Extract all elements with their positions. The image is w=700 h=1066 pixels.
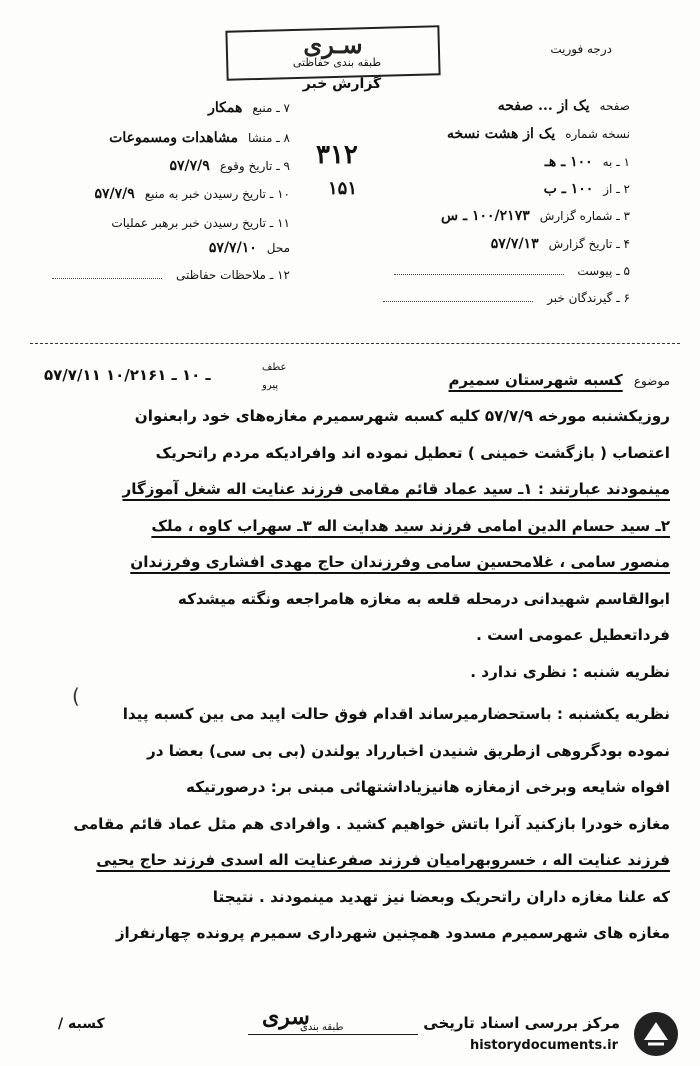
opinion-sunday-line: فرزند عنایت اله ، خسروبهرامیان فرزند صفرعنایت اله اسدی فرزند حاج یحیی (96, 851, 670, 869)
continuation-note: کسبه / (58, 1016, 105, 1032)
field-received-by-leader: ۱۱ ـ تاریخ رسیدن خبر برهبر عملیات (111, 216, 290, 230)
report-title: گزارش خبر (302, 76, 382, 92)
handwritten-number: ۳۱۲ (316, 140, 358, 170)
field-page: صفحهیک از ... صفحه (497, 98, 630, 114)
margin-mark: ( (72, 684, 80, 708)
opinion-saturday: نظریه شنبه : نظری ندارد . (470, 662, 670, 681)
watermark-org-name: مرکز بررسی اسناد تاریخی (423, 1014, 620, 1032)
reference-label: عطف (262, 362, 287, 373)
subject-row (449, 370, 670, 389)
field-event-date: ۹ ـ تاریخ وقوع۵۷/۷/۹ (169, 158, 290, 174)
opinion-sunday-line: که علنا مغازه داران راتحریک وبعضا نیز تهدید مینمودند . نتیجتا (212, 887, 670, 906)
urgency-label: درجه فوریت (550, 42, 612, 56)
field-from: ۲ ـ از۱۰۰ ـ ب (543, 181, 630, 197)
subject-value: کسبه شهرستان سمیرم (448, 371, 623, 389)
body-line: منصور سامی ، غلامحسین سامی وفرزندان حاج مهدی افشاری وفرزندان (130, 553, 670, 571)
body-line: مینمودند عبارتند : ۱ـ سید عماد قائم مقامی فرزند عنایت اله شغل آموزگار (122, 480, 670, 498)
field-to: ۱ ـ به۱۰۰ ـ هـ (544, 154, 630, 170)
field-source: ۷ ـ منبعهمکار (208, 100, 290, 116)
signature-line (248, 1034, 418, 1035)
bottom-classification-label: طبقه بندی (300, 1022, 344, 1033)
report-body (30, 398, 670, 952)
handwritten-number-sub: ۱۵۱ (328, 178, 358, 199)
field-location: محل۵۷/۷/۱۰ (208, 240, 290, 256)
via-label: پیرو (262, 380, 279, 391)
body-line: اعتصاب ( بازگشت خمینی ) تعطیل نموده اند وافرادیکه مردم راتحریک (155, 443, 670, 462)
opinion-sunday-line: مغازه های شهرسمیرم مسدود همچنین شهرداری سمیرم پرونده چهارنفراز (115, 924, 670, 942)
opinion-sunday-line: نظریه یکشنبه : باستحضارمیرساند اقدام فوق حالت اپید می بین کسبه پیدا (122, 705, 670, 723)
field-received-by-source: ۱۰ ـ تاریخ رسیدن خبر به منبع۵۷/۷/۹ (94, 186, 290, 202)
field-attachment: ۵ ـ پیوست (394, 264, 630, 278)
subject-label: موضوع (633, 374, 670, 388)
opinion-sunday-line: مغازه خودرا بازکنید آنرا باتش خواهیم کشید . وافرادی هم مثل عماد قائم مقامی (73, 814, 670, 833)
archive-logo-icon (632, 1010, 680, 1058)
field-origin: ۸ ـ منشامشاهدات ومسموعات (109, 130, 290, 146)
body-line: ابوالقاسم شهیدانی درمحله قلعه به مغازه هامراجعه ونگته میشدکه (177, 589, 670, 608)
header-divider (30, 343, 680, 344)
body-line: روزیکشنبه مورخه ۵۷/۷/۹ کلیه کسبه شهرسمیرم مغازه‌های خود رابعنوان (134, 407, 670, 425)
opinion-sunday-line: افواه شایعه وبرخی ازمغازه هانیزیاداشتهائی مبنی بر: درصورتیکه (186, 778, 670, 796)
reference-number: ۵۷/۷/۱۱ ـ ۱۰ ـ ۱۰/۲۱۶۱ (44, 366, 211, 384)
classification-label: طبقه بندی حفاظتی (292, 56, 382, 69)
watermark-url[interactable]: historydocuments.ir (469, 1038, 618, 1053)
field-security-notes: ۱۲ ـ ملاحظات حفاظتی (52, 268, 290, 282)
field-report-number: ۳ ـ شماره گزارش۱۰۰/۲۱۷۳ ـ س (441, 208, 630, 224)
opinion-sunday-line: نموده بودگروهی ازطریق شنیدن اخبارراد یولندن (بی بی سی) بعضا در (146, 741, 670, 760)
bottom-classification-stamp: سری (262, 1004, 310, 1030)
classification-stamp: سـرى (303, 30, 363, 59)
body-line: فرداتعطیل عمومی است . (476, 626, 670, 644)
field-report-date: ۴ ـ تاریخ گزارش۵۷/۷/۱۳ (490, 236, 630, 252)
field-recipients: ۶ ـ گیرندگان خبر (383, 291, 630, 305)
body-line: ۲ـ سید حسام الدین امامی فرزند سید هدایت اله ۳ـ سهراب کاوه ، ملک (151, 516, 670, 535)
field-copy-number: نسخه شمارهیک از هشت نسخه (446, 126, 630, 142)
